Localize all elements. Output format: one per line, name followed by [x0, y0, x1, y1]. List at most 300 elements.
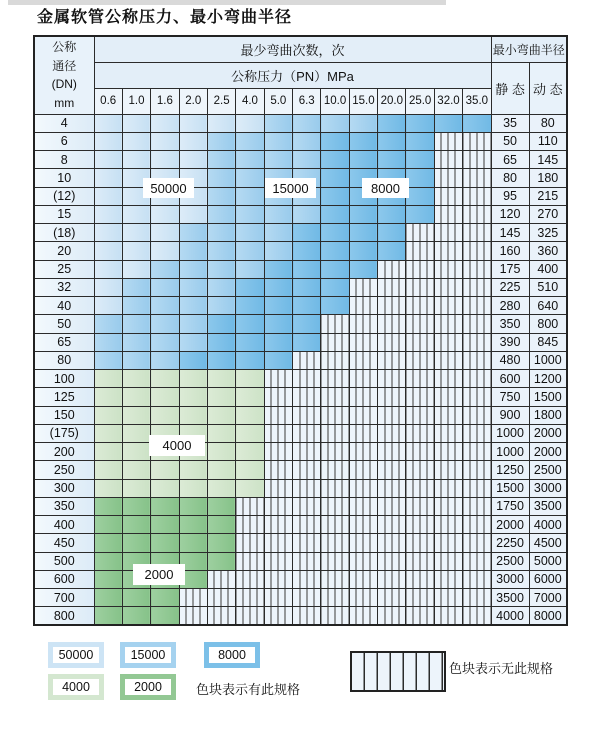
spec-cell: [349, 224, 377, 242]
no-spec-cell: [264, 443, 292, 461]
no-spec-cell: [463, 607, 491, 625]
no-spec-cell: [236, 497, 264, 515]
spec-cell: [207, 278, 235, 296]
no-spec-cell: [463, 479, 491, 497]
no-spec-cell: [293, 534, 321, 552]
spec-cell: [236, 406, 264, 424]
no-spec-cell: [378, 278, 406, 296]
pressure-col-header: 35.0: [463, 88, 491, 114]
spec-cell: [207, 443, 235, 461]
spec-cell: [236, 278, 264, 296]
spec-cell: [179, 315, 207, 333]
no-spec-cell: [293, 443, 321, 461]
static-radius-value: 390: [491, 333, 529, 351]
spec-cell: [122, 479, 150, 497]
dynamic-radius-value: 270: [529, 205, 567, 223]
no-spec-cell: [434, 479, 462, 497]
no-spec-cell: [406, 315, 434, 333]
no-spec-cell: [264, 570, 292, 588]
no-spec-cell: [321, 351, 349, 369]
table-row: [34, 443, 567, 461]
spec-cell: [94, 552, 122, 570]
dn-row-label: 50: [34, 315, 94, 333]
no-spec-cell: [349, 570, 377, 588]
no-spec-cell: [207, 607, 235, 625]
no-spec-cell: [293, 406, 321, 424]
no-spec-cell: [378, 351, 406, 369]
no-spec-cell: [463, 260, 491, 278]
dynamic-radius-value: 5000: [529, 552, 567, 570]
spec-cell: [94, 224, 122, 242]
spec-cell: [293, 278, 321, 296]
pressure-col-header: 4.0: [236, 88, 264, 114]
no-spec-cell: [349, 297, 377, 315]
no-spec-cell: [321, 388, 349, 406]
spec-cell: [264, 260, 292, 278]
spec-cell: [264, 242, 292, 260]
no-spec-cell: [349, 516, 377, 534]
static-radius-value: 350: [491, 315, 529, 333]
spec-cell: [378, 114, 406, 132]
spec-cell: [122, 260, 150, 278]
dn-row-label: 400: [34, 516, 94, 534]
no-spec-cell: [264, 607, 292, 625]
spec-cell: [236, 114, 264, 132]
table-row: [34, 242, 567, 260]
no-spec-cell: [434, 443, 462, 461]
dn-row-label: 100: [34, 370, 94, 388]
spec-cell: [94, 114, 122, 132]
table-row: [34, 534, 567, 552]
no-spec-cell: [378, 607, 406, 625]
spec-cell: [321, 260, 349, 278]
no-spec-cell: [293, 607, 321, 625]
spec-cell: [94, 132, 122, 150]
spec-cell: [94, 479, 122, 497]
spec-cell: [151, 516, 179, 534]
spec-cell: [94, 607, 122, 625]
spec-cell: [94, 333, 122, 351]
spec-cell: [151, 370, 179, 388]
dn-row-label: 800: [34, 607, 94, 625]
no-spec-cell: [434, 607, 462, 625]
spec-cell: [236, 260, 264, 278]
no-spec-cell: [293, 589, 321, 607]
spec-cell: [179, 205, 207, 223]
spec-cell: [94, 497, 122, 515]
no-spec-cell: [321, 315, 349, 333]
no-spec-cell: [378, 461, 406, 479]
dn-row-label: (12): [34, 187, 94, 205]
spec-cell: [151, 297, 179, 315]
no-spec-cell: [463, 333, 491, 351]
spec-cell: [321, 187, 349, 205]
no-spec-cell: [434, 424, 462, 442]
no-spec-cell: [406, 297, 434, 315]
spec-cell: [321, 205, 349, 223]
no-spec-cell: [349, 589, 377, 607]
spec-cell: [151, 406, 179, 424]
no-spec-cell: [293, 570, 321, 588]
spec-cell: [236, 297, 264, 315]
no-spec-cell: [434, 333, 462, 351]
cycles-zone-label-8000: 8000: [362, 178, 409, 198]
cycles-zone-label-4000: 4000: [149, 435, 205, 456]
no-spec-cell: [463, 132, 491, 150]
no-spec-cell: [378, 552, 406, 570]
pressure-col-header: 10.0: [321, 88, 349, 114]
pressure-col-header: 5.0: [264, 88, 292, 114]
no-spec-cell: [349, 443, 377, 461]
legend-swatch-value: 2000: [125, 679, 171, 695]
pressure-col-header: 20.0: [378, 88, 406, 114]
no-spec-cell: [378, 297, 406, 315]
pressure-col-header: 2.5: [207, 88, 235, 114]
no-spec-cell: [406, 260, 434, 278]
table-row: [34, 607, 567, 625]
no-spec-cell: [434, 224, 462, 242]
spec-cell: [122, 205, 150, 223]
spec-cell: [94, 315, 122, 333]
table-row: [34, 497, 567, 515]
spec-cell: [179, 497, 207, 515]
table-row: [34, 479, 567, 497]
no-spec-cell: [179, 589, 207, 607]
no-spec-cell: [434, 260, 462, 278]
static-radius-value: 2500: [491, 552, 529, 570]
pressure-header: 公称压力（PN）MPa: [94, 62, 491, 88]
no-spec-cell: [321, 570, 349, 588]
dn-row-label: 125: [34, 388, 94, 406]
spec-cell: [122, 132, 150, 150]
spec-cell: [122, 114, 150, 132]
no-spec-cell: [463, 406, 491, 424]
table-row: [34, 260, 567, 278]
table-row: [34, 351, 567, 369]
spec-cell: [264, 205, 292, 223]
dn-row-label: 8: [34, 151, 94, 169]
spec-cell: [151, 351, 179, 369]
spec-cell: [151, 278, 179, 296]
no-spec-cell: [378, 333, 406, 351]
spec-cell: [151, 205, 179, 223]
spec-cell: [207, 479, 235, 497]
no-spec-cell: [463, 461, 491, 479]
dynamic-radius-value: 2000: [529, 443, 567, 461]
static-radius-value: 1750: [491, 497, 529, 515]
spec-cell: [293, 132, 321, 150]
spec-cell: [236, 479, 264, 497]
spec-cell: [179, 479, 207, 497]
spec-cell: [321, 297, 349, 315]
static-radius-value: 120: [491, 205, 529, 223]
spec-cell: [207, 461, 235, 479]
spec-cell: [236, 169, 264, 187]
no-spec-cell: [378, 370, 406, 388]
spec-cell: [293, 260, 321, 278]
no-spec-cell: [236, 607, 264, 625]
dn-header-line: mm: [54, 95, 75, 110]
dynamic-radius-value: 1500: [529, 388, 567, 406]
no-spec-cell: [378, 388, 406, 406]
spec-cell: [207, 534, 235, 552]
spec-cell: [94, 443, 122, 461]
spec-cell: [264, 114, 292, 132]
spec-cell: [207, 406, 235, 424]
spec-cell: [94, 516, 122, 534]
no-spec-cell: [179, 607, 207, 625]
no-spec-cell: [264, 461, 292, 479]
spec-cell: [378, 242, 406, 260]
cycles-header: 最少弯曲次数，次: [94, 36, 491, 62]
spec-cell: [151, 479, 179, 497]
dynamic-radius-value: 1000: [529, 351, 567, 369]
static-radius-value: 4000: [491, 607, 529, 625]
spec-cell: [207, 260, 235, 278]
spec-cell: [179, 534, 207, 552]
no-spec-cell: [406, 278, 434, 296]
spec-cell: [94, 205, 122, 223]
legend: [0, 628, 600, 743]
spec-cell: [406, 169, 434, 187]
no-spec-cell: [264, 534, 292, 552]
no-spec-cell: [463, 224, 491, 242]
no-spec-cell: [378, 516, 406, 534]
spec-cell: [236, 461, 264, 479]
no-spec-cell: [321, 552, 349, 570]
spec-cell: [179, 278, 207, 296]
no-spec-cell: [463, 497, 491, 515]
no-spec-cell: [463, 169, 491, 187]
dn-row-label: 500: [34, 552, 94, 570]
no-spec-cell: [293, 516, 321, 534]
legend-swatch-value: 15000: [125, 647, 171, 663]
no-spec-cell: [321, 479, 349, 497]
spec-table-wrap: [33, 35, 566, 628]
no-spec-cell: [463, 242, 491, 260]
spec-cell: [207, 224, 235, 242]
spec-cell: [349, 132, 377, 150]
pressure-col-header: 0.6: [94, 88, 122, 114]
spec-cell: [406, 205, 434, 223]
spec-cell: [264, 278, 292, 296]
no-spec-cell: [293, 497, 321, 515]
spec-cell: [406, 187, 434, 205]
spec-cell: [207, 388, 235, 406]
dn-row-label: 20: [34, 242, 94, 260]
no-spec-cell: [406, 388, 434, 406]
spec-cell: [207, 114, 235, 132]
spec-cell: [349, 260, 377, 278]
no-spec-cell: [434, 242, 462, 260]
dn-row-label: 4: [34, 114, 94, 132]
no-spec-cell: [406, 534, 434, 552]
legend-swatch-value: 8000: [209, 647, 255, 663]
spec-cell: [94, 151, 122, 169]
no-spec-cell: [293, 552, 321, 570]
spec-cell: [236, 187, 264, 205]
no-spec-cell: [293, 461, 321, 479]
static-radius-value: 145: [491, 224, 529, 242]
dynamic-radius-value: 325: [529, 224, 567, 242]
spec-cell: [94, 278, 122, 296]
spec-cell: [321, 114, 349, 132]
spec-cell: [94, 297, 122, 315]
spec-cell: [293, 151, 321, 169]
dynamic-radius-value: 845: [529, 333, 567, 351]
cycles-zone-label-2000: 2000: [133, 564, 185, 585]
no-spec-cell: [378, 260, 406, 278]
dn-row-label: 300: [34, 479, 94, 497]
spec-cell: [122, 351, 150, 369]
dn-row-label: 700: [34, 589, 94, 607]
static-radius-value: 1500: [491, 479, 529, 497]
spec-cell: [94, 242, 122, 260]
no-spec-cell: [434, 351, 462, 369]
legend-swatch-value: 4000: [53, 679, 99, 695]
spec-cell: [236, 388, 264, 406]
static-radius-value: 225: [491, 278, 529, 296]
spec-cell: [94, 370, 122, 388]
no-spec-cell: [349, 552, 377, 570]
legend-swatch-2000: [120, 674, 176, 700]
spec-cell: [122, 370, 150, 388]
table-row: [34, 516, 567, 534]
spec-cell: [151, 315, 179, 333]
table-row: [34, 370, 567, 388]
pressure-col-header: 1.0: [122, 88, 150, 114]
no-spec-cell: [236, 570, 264, 588]
no-spec-cell: [434, 570, 462, 588]
no-spec-cell: [293, 351, 321, 369]
spec-cell: [321, 132, 349, 150]
static-radius-value: 1000: [491, 424, 529, 442]
no-spec-cell: [406, 497, 434, 515]
legend-swatch-8000: [204, 642, 260, 668]
dynamic-radius-value: 7000: [529, 589, 567, 607]
no-spec-cell: [463, 351, 491, 369]
spec-cell: [179, 297, 207, 315]
no-spec-cell: [321, 607, 349, 625]
no-spec-cell: [264, 497, 292, 515]
spec-cell: [94, 424, 122, 442]
no-spec-cell: [349, 278, 377, 296]
page-title: 金属软管公称压力、最小弯曲半径: [37, 7, 293, 26]
spec-cell: [179, 132, 207, 150]
spec-cell: [179, 333, 207, 351]
no-spec-cell: [349, 479, 377, 497]
dynamic-radius-value: 2500: [529, 461, 567, 479]
no-spec-cell: [349, 351, 377, 369]
no-spec-cell: [434, 388, 462, 406]
no-spec-cell: [463, 370, 491, 388]
pressure-col-header: 15.0: [349, 88, 377, 114]
spec-cell: [236, 224, 264, 242]
no-spec-cell: [434, 315, 462, 333]
spec-cell: [349, 151, 377, 169]
spec-cell: [179, 260, 207, 278]
spec-cell: [207, 242, 235, 260]
no-spec-cell: [236, 552, 264, 570]
no-spec-cell: [406, 479, 434, 497]
dn-row-label: 250: [34, 461, 94, 479]
spec-cell: [378, 224, 406, 242]
dynamic-radius-value: 110: [529, 132, 567, 150]
spec-cell: [151, 114, 179, 132]
spec-cell: [293, 242, 321, 260]
cycles-zone-label-15000: 15000: [265, 178, 316, 198]
dn-row-label: 32: [34, 278, 94, 296]
no-spec-cell: [463, 570, 491, 588]
no-spec-cell: [321, 589, 349, 607]
spec-cell: [321, 169, 349, 187]
spec-cell: [179, 516, 207, 534]
no-spec-cell: [264, 388, 292, 406]
no-spec-cell: [434, 461, 462, 479]
table-row: [34, 278, 567, 296]
spec-cell: [463, 114, 491, 132]
no-spec-cell: [434, 406, 462, 424]
spec-cell: [94, 351, 122, 369]
dynamic-radius-value: 215: [529, 187, 567, 205]
no-spec-cell: [293, 388, 321, 406]
spec-cell: [151, 607, 179, 625]
dn-row-label: 25: [34, 260, 94, 278]
spec-cell: [264, 351, 292, 369]
no-spec-cell: [463, 278, 491, 296]
no-spec-cell: [406, 516, 434, 534]
no-spec-cell: [349, 406, 377, 424]
static-radius-value: 3000: [491, 570, 529, 588]
dn-row-label: 600: [34, 570, 94, 588]
spec-cell: [264, 333, 292, 351]
spec-cell: [264, 132, 292, 150]
no-spec-cell: [406, 424, 434, 442]
dynamic-radius-value: 6000: [529, 570, 567, 588]
no-spec-cell: [434, 278, 462, 296]
spec-cell: [236, 242, 264, 260]
spec-cell: [378, 132, 406, 150]
dynamic-radius-value: 4500: [529, 534, 567, 552]
no-spec-cell: [349, 315, 377, 333]
no-spec-cell: [463, 151, 491, 169]
spec-cell: [236, 333, 264, 351]
spec-cell: [236, 351, 264, 369]
spec-cell: [179, 406, 207, 424]
spec-cell: [151, 461, 179, 479]
spec-cell: [179, 370, 207, 388]
legend-no-spec-text: 色块表示无此规格: [449, 661, 554, 676]
pressure-col-header: 2.0: [179, 88, 207, 114]
no-spec-cell: [264, 552, 292, 570]
spec-cell: [122, 315, 150, 333]
no-spec-cell: [264, 406, 292, 424]
legend-no-spec-swatch: [350, 651, 446, 692]
spec-cell: [207, 370, 235, 388]
no-spec-cell: [463, 589, 491, 607]
dn-header-line: (DN): [51, 77, 77, 92]
spec-cell: [321, 224, 349, 242]
spec-cell: [151, 497, 179, 515]
static-radius-value: 3500: [491, 589, 529, 607]
dynamic-radius-value: 800: [529, 315, 567, 333]
spec-cell: [293, 205, 321, 223]
no-spec-cell: [406, 607, 434, 625]
static-radius-value: 280: [491, 297, 529, 315]
dn-row-label: (18): [34, 224, 94, 242]
spec-cell: [122, 278, 150, 296]
spec-cell: [236, 132, 264, 150]
